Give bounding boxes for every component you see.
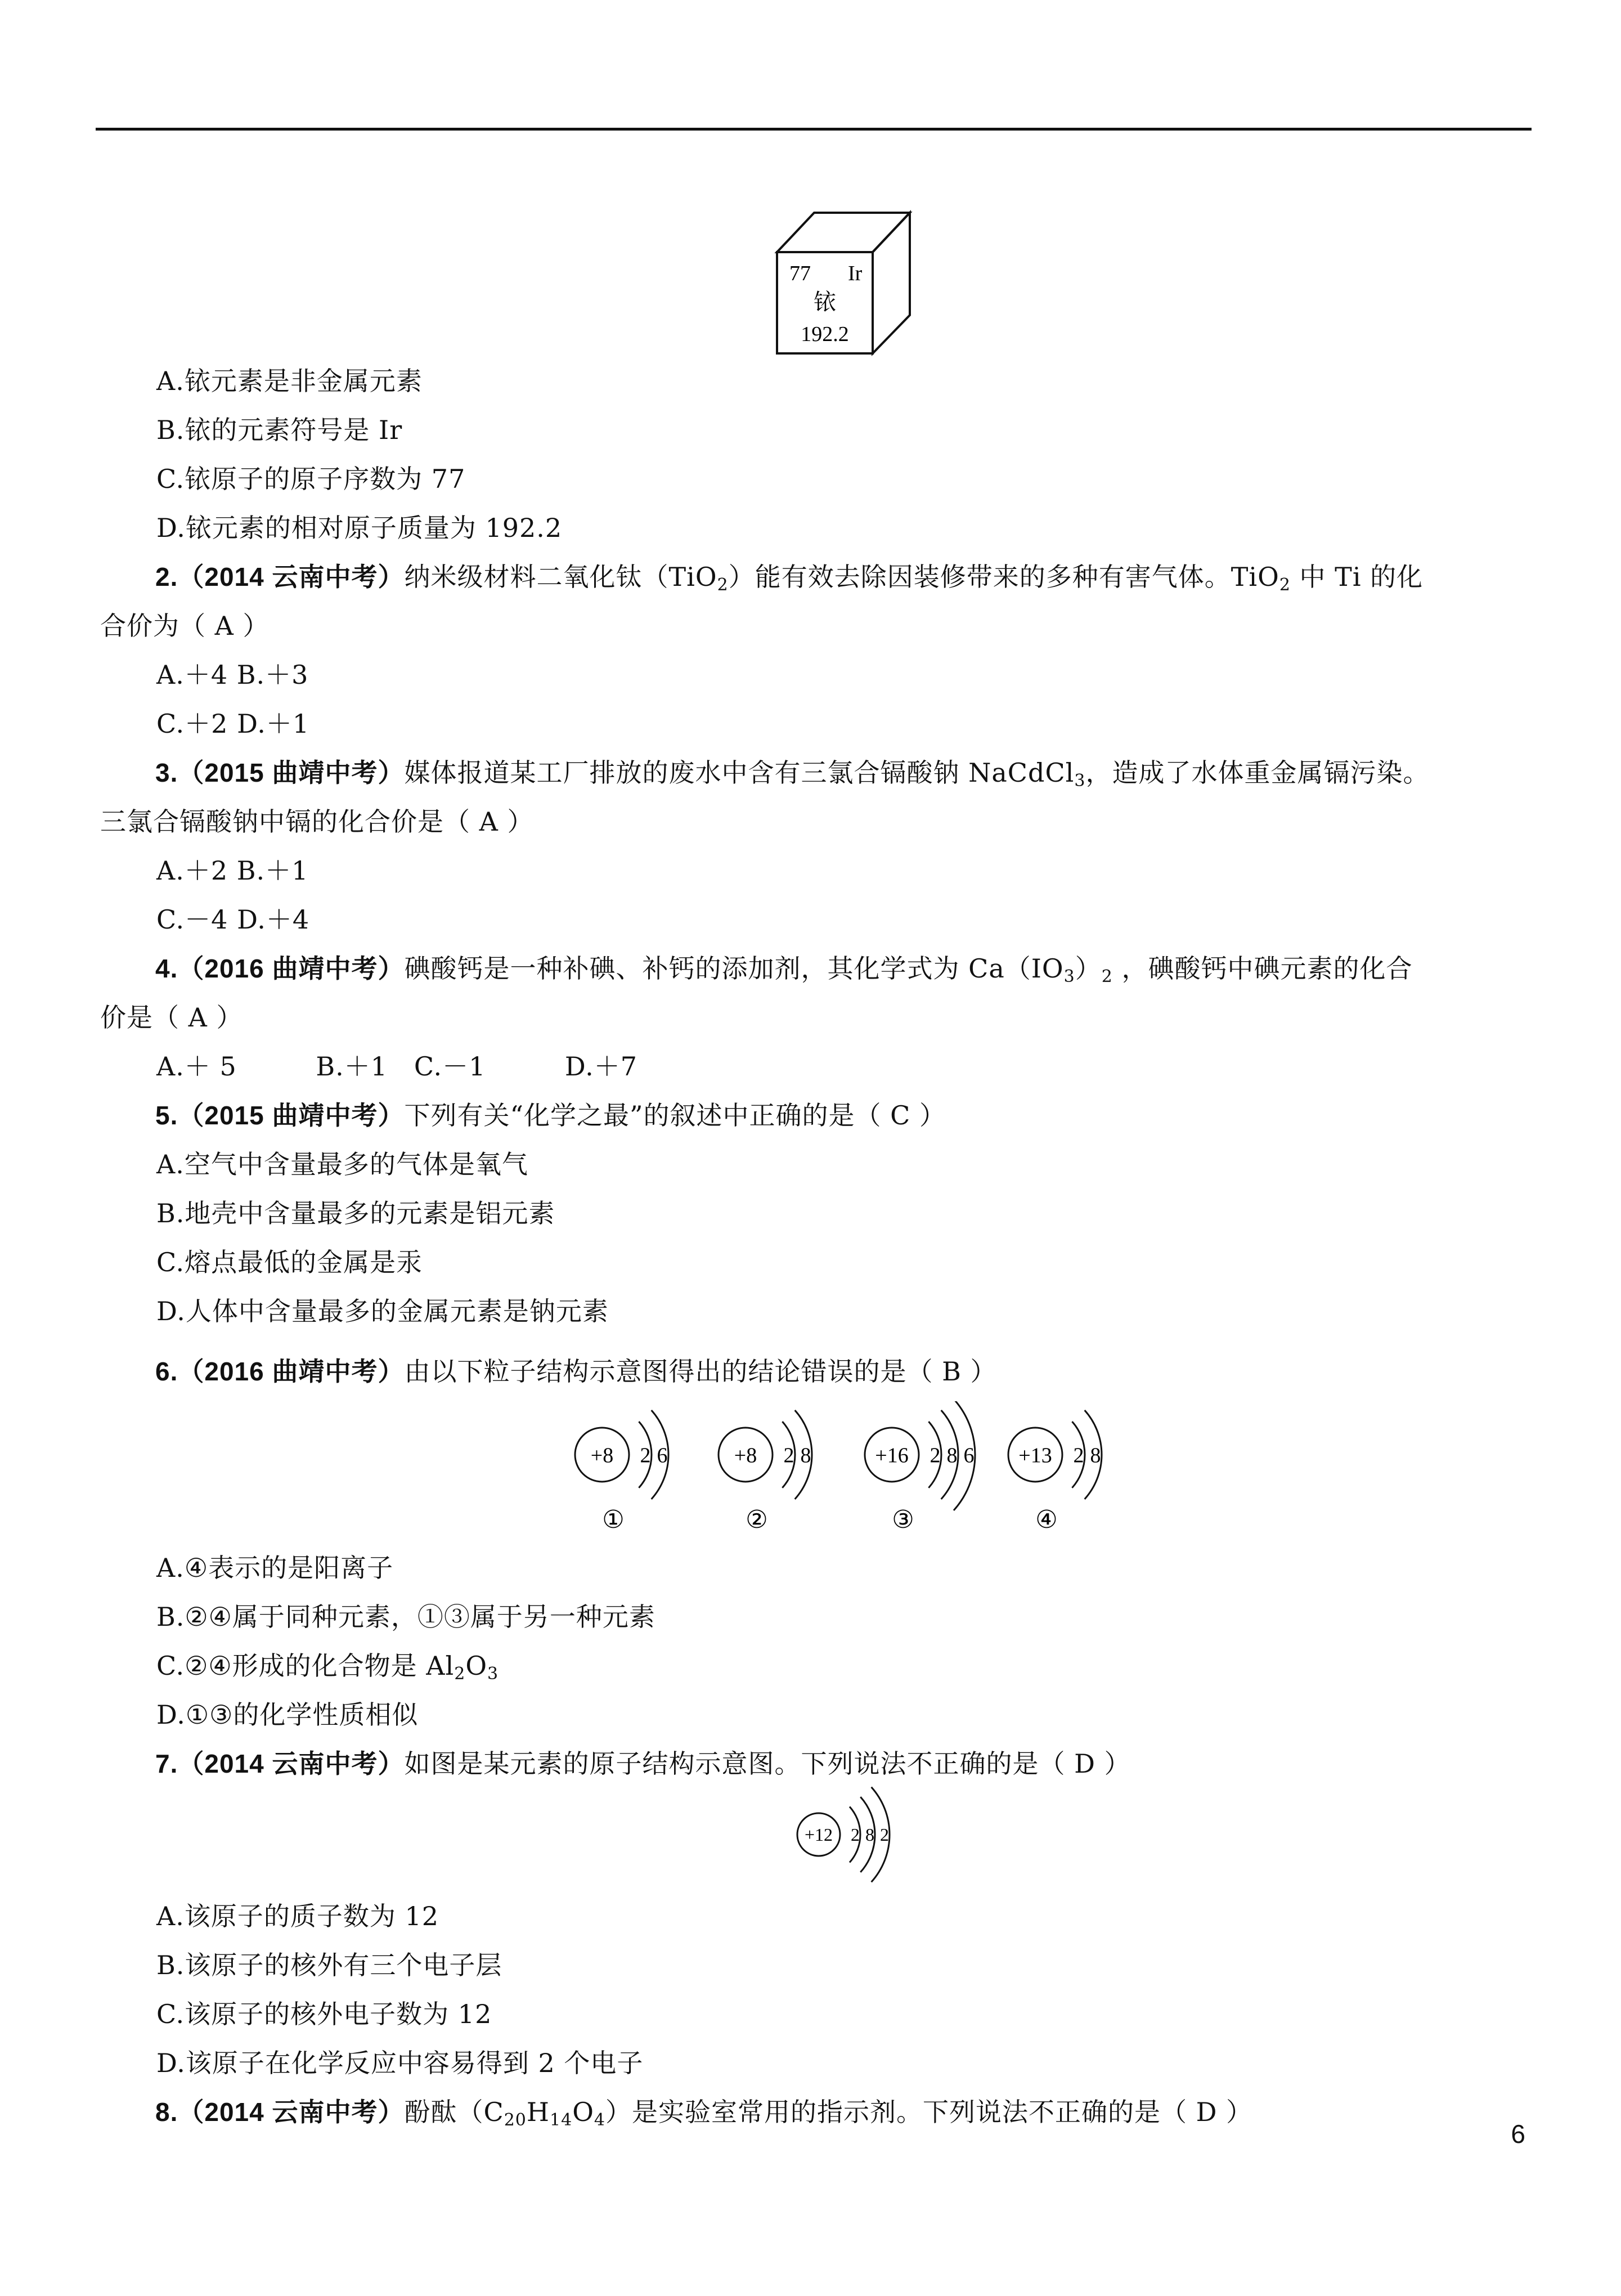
q3-source: （2015 曲靖中考） xyxy=(178,758,405,787)
q5-option-a: A.空气中含量最多的气体是氧气 xyxy=(156,1149,528,1180)
element-mass: 192.2 xyxy=(801,322,849,346)
q6-diagram-1-label: ① xyxy=(602,1506,625,1533)
q7-option-a: A.该原子的质子数为 12 xyxy=(156,1901,439,1931)
q6-diagram-4-shell-electrons: 8 xyxy=(1090,1443,1101,1468)
q5-number: 5. xyxy=(155,1101,178,1130)
q2-source: （2014 云南中考） xyxy=(178,562,405,591)
q6-number: 6. xyxy=(155,1357,178,1386)
element-card-iridium xyxy=(774,208,920,357)
q6-option-d: D.①③的化学性质相似 xyxy=(156,1699,419,1730)
q7-diagram-shell-electrons: 2 xyxy=(851,1824,860,1845)
q6-diagram-1-shell-electrons: 2 xyxy=(640,1443,651,1468)
q6-diagram-1-shell-electrons: 6 xyxy=(657,1443,668,1468)
q6-diagram-3-shell-electrons: 8 xyxy=(946,1443,958,1468)
q6-diagram-2-nucleus-charge: +8 xyxy=(734,1443,757,1468)
q3-stem-line2: 三氯合镉酸钠中镉的化合价是（ A ） xyxy=(100,806,534,837)
q2-stem-line2: 合价为（ A ） xyxy=(100,611,270,641)
q3-stem: 3.（2015 曲靖中考）媒体报道某工厂排放的废水中含有三氯合镉酸钠 NaCdCl$_3$，造成了水体重金属镉污染。 xyxy=(155,757,1430,791)
q1-option-d: D.铱元素的相对原子质量为 192.2 xyxy=(156,513,563,543)
q7-structure-diagram xyxy=(793,1784,917,1885)
q7-stem: 7.（2014 云南中考）如图是某元素的原子结构示意图。下列说法不正确的是（ D ） xyxy=(155,1748,1131,1779)
q3-options-2: C.－4 D.＋4 xyxy=(156,904,310,935)
q3-number: 3. xyxy=(155,758,178,787)
element-name: 铱 xyxy=(814,289,836,315)
q6-diagram-3-atom xyxy=(865,1401,975,1533)
q7-number: 7. xyxy=(155,1749,178,1778)
q4-source: （2016 曲靖中考） xyxy=(178,954,405,983)
q6-diagram-2-shell-electrons: 8 xyxy=(800,1443,811,1468)
q5-stem: 5.（2015 曲靖中考）下列有关“化学之最”的叙述中正确的是（ C ） xyxy=(155,1100,946,1131)
q6-diagram-2-shell-electrons: 2 xyxy=(783,1443,794,1468)
q6-diagram-1-atom xyxy=(575,1410,668,1533)
q6-source: （2016 曲靖中考） xyxy=(178,1357,405,1386)
q4-options: A.＋ 5 B.＋1 C.－1 D.＋7 xyxy=(156,1051,638,1082)
q2-options-1: A.＋4 B.＋3 xyxy=(156,660,309,690)
q6-diagram-3-shell-electrons: 6 xyxy=(963,1443,975,1468)
q8-stem: 8.（2014 云南中考）酚酞$(C_{20}H_{14}O_4)$是实验室常用的指示剂。下列说法不正确的是（ D ） xyxy=(155,2097,1253,2130)
q6-diagram-4-atom xyxy=(1008,1410,1102,1533)
q4-stem: 4.（2016 曲靖中考）碘酸钙是一种补碘、补钙的添加剂，其化学式为 $Ca(IO_3)_2$ ，碘酸钙中碘元素的化合 xyxy=(155,953,1413,986)
q7-option-b: B.该原子的核外有三个电子层 xyxy=(156,1950,502,1980)
q6-diagram-4-nucleus-charge: +13 xyxy=(1018,1443,1052,1468)
q1-option-b: B.铱的元素符号是 Ir xyxy=(156,415,403,445)
q2-stem: 2.（2014 云南中考）纳米级材料二氧化钛（TiO$_2$）能有效去除因装修带来的多种有害气体。TiO$_2$ 中 Ti 的化 xyxy=(155,562,1424,595)
q1-option-a: A.铱元素是非金属元素 xyxy=(156,366,423,396)
q6-structure-diagrams xyxy=(568,1401,1125,1542)
q6-diagram-2-atom xyxy=(719,1410,812,1533)
q7-diagram-nucleus-charge: +12 xyxy=(804,1824,833,1845)
q6-diagram-3-shell-electrons: 2 xyxy=(930,1443,941,1468)
header-rule xyxy=(96,128,1532,131)
q6-diagram-3-nucleus-charge: +16 xyxy=(875,1443,909,1468)
q4-stem-line2: 价是（ A ） xyxy=(100,1002,243,1033)
q6-diagram-1-nucleus-charge: +8 xyxy=(590,1443,614,1468)
q4-number: 4. xyxy=(155,954,178,983)
q6-option-b: B.②④属于同种元素，①③属于另一种元素 xyxy=(156,1602,655,1632)
q7-option-d: D.该原子在化学反应中容易得到 2 个电子 xyxy=(156,2048,644,2078)
q6-diagram-3-label: ③ xyxy=(892,1506,914,1533)
q6-option-c: C.②④形成的化合物是 $Al_2O_3$ xyxy=(156,1651,499,1684)
q2-options-2: C.＋2 D.＋1 xyxy=(156,708,310,739)
q7-option-c: C.该原子的核外电子数为 12 xyxy=(156,1999,492,2029)
q6-stem: 6.（2016 曲靖中考）由以下粒子结构示意图得出的结论错误的是（ B ） xyxy=(155,1356,997,1387)
element-symbol: Ir xyxy=(848,262,863,285)
q6-diagram-4-label: ④ xyxy=(1035,1506,1058,1533)
q6-option-a: A.④表示的是阳离子 xyxy=(156,1553,394,1583)
q6-diagram-2-label: ② xyxy=(746,1506,768,1533)
q3-options-1: A.＋2 B.＋1 xyxy=(156,855,309,886)
q6-diagram-4-shell-electrons: 2 xyxy=(1073,1443,1084,1468)
q5-option-c: C.熔点最低的金属是汞 xyxy=(156,1247,423,1277)
q1-option-c: C.铱原子的原子序数为 77 xyxy=(156,464,466,494)
q8-number: 8. xyxy=(155,2097,178,2127)
q5-option-d: D.人体中含量最多的金属元素是钠元素 xyxy=(156,1296,609,1326)
element-number: 77 xyxy=(789,262,811,285)
q5-option-b: B.地壳中含量最多的元素是铝元素 xyxy=(156,1198,555,1228)
q7-diagram-shell-electrons: 8 xyxy=(865,1824,874,1845)
q7-diagram-shell-electrons: 2 xyxy=(880,1824,889,1845)
q7-source: （2014 云南中考） xyxy=(178,1749,405,1778)
q8-source: （2014 云南中考） xyxy=(178,2097,405,2127)
q5-source: （2015 曲靖中考） xyxy=(178,1101,405,1130)
page-number: 6 xyxy=(1511,2119,1525,2149)
q7-diagram-atom xyxy=(797,1787,890,1882)
q2-number: 2. xyxy=(155,562,178,591)
